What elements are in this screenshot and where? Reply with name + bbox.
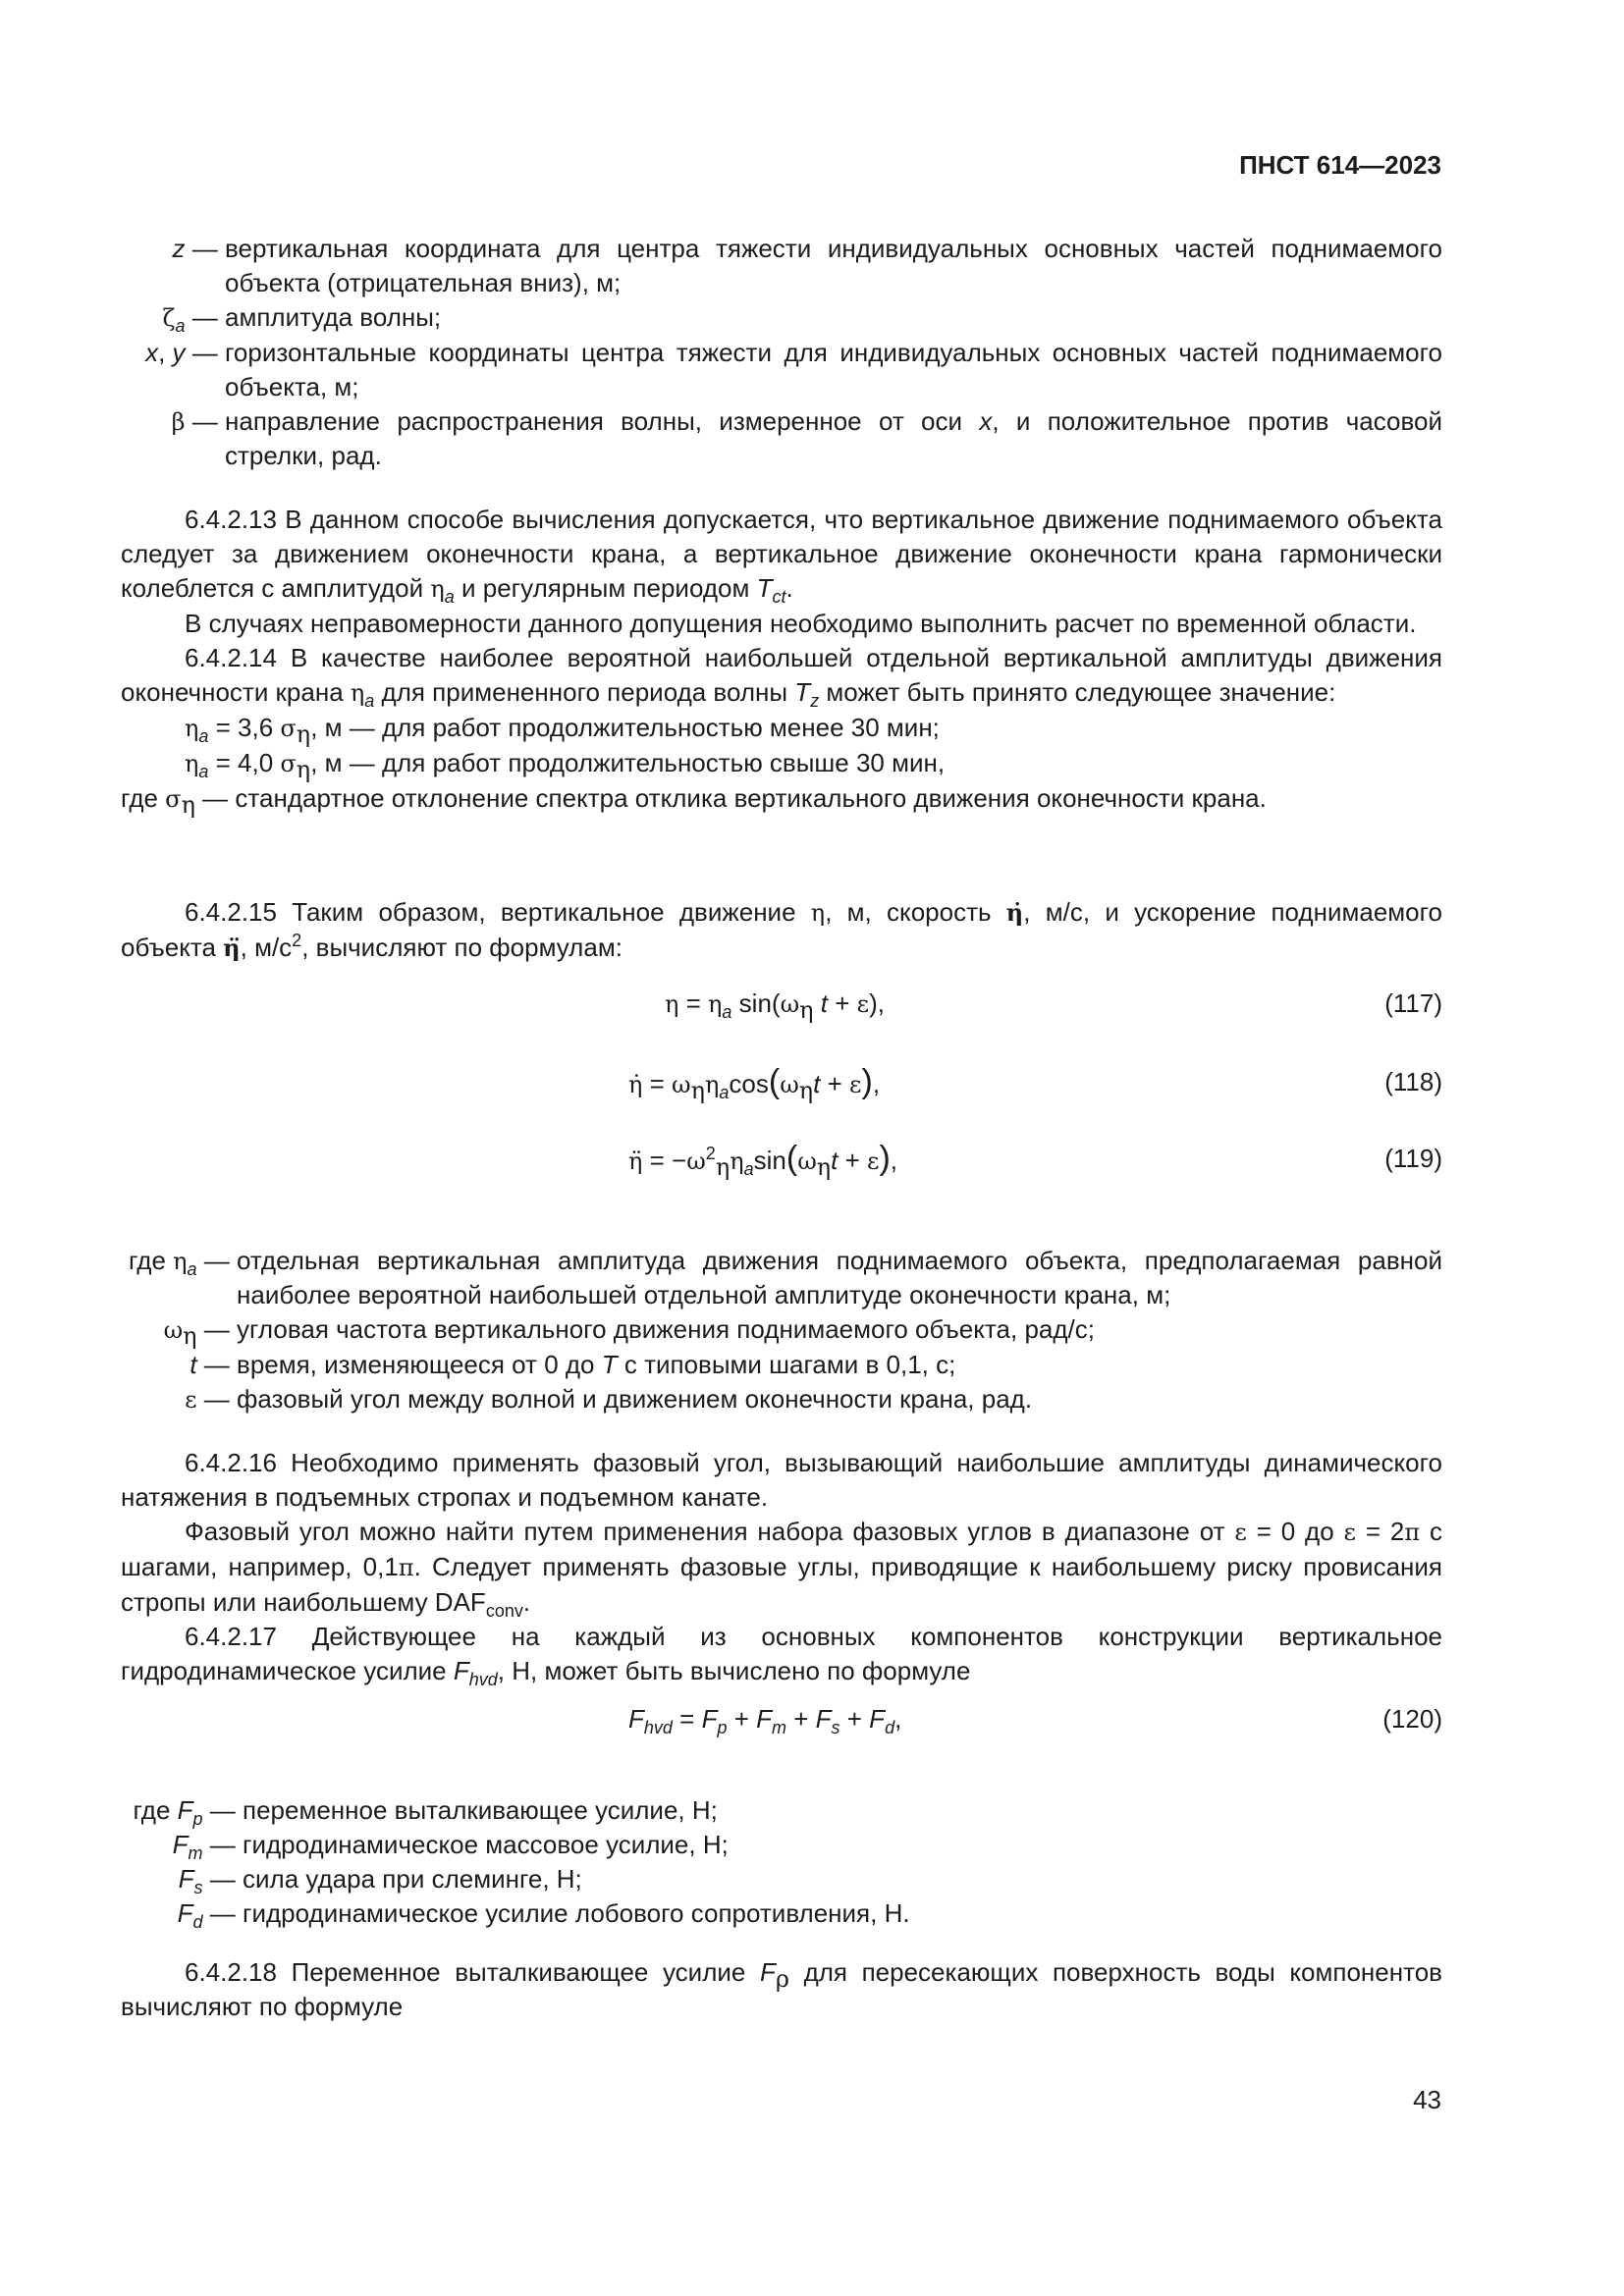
definition-item	[121, 1382, 1442, 1417]
section-6-4-2-16	[121, 1446, 1442, 1688]
eta-value-line: $\eta_a = 4,0$ $\sigma_\eta$, м — для работ продолжительностью свыше 30 мин,	[185, 748, 946, 783]
definition-text: гидродинамическое массовое усилие, Н;	[243, 1830, 729, 1859]
definition-item	[121, 1828, 1442, 1862]
definition-text: отдельная вертикальная амплитуда движения поднимаемого объекта, предполагаемая равной наиболее вероятной наибольшей отдельной амплитуде оконечности крана, м;	[237, 1246, 1442, 1309]
definition-term: β —	[171, 406, 225, 436]
definition-item	[121, 300, 1442, 336]
paragraph: 6.4.2.14 В качестве наиболее вероятной наибольшей отдельной вертикальной амплитуды движения оконечности крана $\eta_a$ для примененного периода волны $T_z$ может быть принято следующее значение:	[121, 643, 1442, 711]
definition-text: амплитуда волны;	[225, 302, 442, 332]
definition-term: t —	[189, 1350, 237, 1379]
definition-term: z —	[172, 234, 225, 263]
definition-text: гидродинамическое усилие лобового сопротивления, Н.	[243, 1898, 910, 1928]
definition-term: $F_d$ —	[177, 1898, 243, 1932]
document-page: ПНСТ 614—2023 z — вертикальная координата для центра тяжести индивидуальных основных частей поднимаемого объекта (отрицательная вниз), м; $\zeta_a$ — амплитуда волны; x, y — горизонтальные координаты центра тяжести для индивидуальных основных частей поднимаемого объекта, м; β — направление распространения волны, измеренное от оси x, и положительное против часовой стрелки, рад. 6.4.2.13 В данном способе вычисления допускается, что вертикальное движение поднимаемого объекта следует за движением оконечности крана, а вертикальное движение оконечности крана гармонически колеблется с амплитудой $\eta_a$ и регулярным периодом $T_{ct}$. В случаях неправомерности данного допущения необходимо выполнить расчет по временной области. 6.4.2.14 В качестве наиболее вероятной наибольшей отдельной вертикальной амплитуды движения оконечности крана $\eta_a$ для примененного периода волны $T_z$ может быть принято следующее значение: $\eta_a = 3,6$ $\sigma_\eta$, м — для работ продолжительностью менее 30 мин; $\eta_a = 4,0$ $\sigma_\eta$, м — для работ продолжительностью свыше 30 мин, где $\sigma_\eta$ — стандартное отклонение спектра отклика вертикального движения оконечности крана. 6.4.2.15 Таким образом, вертикальное движение η, м, скорость η̇, м/с, и ускорение поднимаемого объекта η̈, $м/с^2$, вычисляют по формулам: $\eta = \eta_a$ $\sin(\omega_\eta$ t + ε), (117) η̇ = $\omega_\eta\eta_a\cos(\omega_\eta t + \varepsilon)$, (118) η̈ = $-\omega^2_\eta\eta_a\sin(\omega_\eta t + \varepsilon)$, (119) где $\eta_a$ — отдельная вертикальная амплитуда движения поднимаемого объекта, предполагаемая равной наиболее вероятной наибольшей отдельной амплитуде оконечности крана, м; $\omega_\eta$ — угловая частота вертикального движения поднимаемого объекта, рад/с; t — время, изменяющееся от 0 до T с типовыми шагами в 0,1, с; ε — фазовый угол между волной и движением оконечности крана, рад. 6.4.2.16 Необходимо применять фазовый угол, вызывающий наибольшие амплитуды динамического натяжения в подъемных стропах и подъемном канате. Фазовый угол можно найти путем применения набора фазовых углов в диапазоне от ε = 0 до ε = 2π с шагами, например, 0,1π. Следует применять фазовые углы, приводящие к наибольшему риску провисания стропы или наибольшему $DAF_{conv}$. 6.4.2.17 Действующее на каждый из основных компонентов конструкции вертикальное гидродинамическое усилие $F_{hvd}$, Н, может быть вычислено по формуле $F_{hvd} = F_p + F_m + F_s + F_d$, (120) где $F_p$ — переменное выталкивающее усилие, Н; $F_m$ — гидродинамическое массовое усилие, Н; $F_s$ — сила удара при слеминге, Н; $F_d$ — гидродинамическое усилие лобового сопротивления, Н. 6.4.2.18 Переменное выталкивающее усилие $F_\rho$ для пересекающих поверхность воды компонентов вычисляют по формуле 43	[0, 0, 1624, 2296]
definition-item	[121, 1312, 1442, 1348]
definition-text: сила удара при слеминге, Н;	[243, 1864, 582, 1894]
definitions-list-3	[121, 1793, 1442, 1931]
formula-number: (117)	[1384, 988, 1442, 1018]
definition-text: фазовый угол между волной и движением оконечности крана, рад.	[237, 1384, 1033, 1414]
definition-term: $\omega_\eta$ —	[163, 1314, 237, 1350]
definition-text: угловая частота вертикального движения поднимаемого объекта, рад/с;	[237, 1314, 1095, 1344]
formula-number: (118)	[1384, 1067, 1442, 1096]
definition-item	[121, 1793, 1442, 1828]
definition-item	[121, 1348, 1442, 1382]
definition-term: x, y —	[145, 338, 225, 367]
formula-number: (120)	[1382, 1704, 1442, 1734]
definition-item	[121, 232, 1442, 300]
definition-text: вертикальная координата для центра тяжести индивидуальных основных частей поднимаемого объекта (отрицательная вниз), м;	[225, 234, 1442, 297]
definition-term: где $\eta_a$ —	[128, 1246, 237, 1279]
definition-item	[121, 1896, 1442, 1931]
paragraph: 6.4.2.16 Необходимо применять фазовый угол, вызывающий наибольшие амплитуды динамического натяжения в подъемных стропах и подъемном канате.	[121, 1448, 1442, 1512]
eta-value-line: $\eta_a = 3,6$ $\sigma_\eta$, м — для работ продолжительностью менее 30 мин;	[185, 713, 940, 748]
paragraph: 6.4.2.15 Таким образом, вертикальное движение η, м, скорость η̇, м/с, и ускорение поднимаемого объекта η̈, $м/с^2$, вычисляют по формулам:	[121, 897, 1442, 962]
definition-item	[121, 1244, 1442, 1312]
page-number: 43	[1413, 2085, 1441, 2114]
paragraph: В случаях неправомерности данного допущения необходимо выполнить расчет по временной области.	[185, 609, 1417, 638]
paragraph: Фазовый угол можно найти путем применения набора фазовых углов в диапазоне от ε = 0 до ε = 2π с шагами, например, 0,1π. Следует применять фазовые углы, приводящие к наибольшему риску провисания стропы или наибольшему $DAF_{conv}$.	[121, 1517, 1443, 1621]
definition-item	[121, 336, 1442, 404]
section-6-4-2-13	[121, 503, 1442, 817]
definition-term: $F_s$ —	[178, 1864, 243, 1897]
definition-text: направление распространения волны, измеренное от оси x, и положительное против часовой стрелки, рад.	[225, 406, 1442, 470]
definition-term: $\zeta_a$ —	[162, 302, 225, 336]
formula-number: (119)	[1384, 1144, 1442, 1173]
definition-term: $F_m$ —	[172, 1830, 243, 1863]
paragraph: 6.4.2.17 Действующее на каждый из основных компонентов конструкции вертикальное гидродинамическое усилие $F_{hvd}$, Н, может быть вычислено по формуле	[121, 1622, 1442, 1689]
section-6-4-2-18	[121, 1955, 1442, 2024]
definition-item	[121, 1862, 1442, 1896]
section-6-4-2-15	[121, 895, 1442, 965]
definitions-list-2	[121, 1244, 1442, 1417]
paragraph: 6.4.2.18 Переменное выталкивающее усилие $F_\rho$ для пересекающих поверхность воды компонентов вычисляют по формуле	[121, 1957, 1442, 2021]
definition-text: переменное выталкивающее усилие, Н;	[243, 1795, 718, 1825]
document-header: ПНСТ 614—2023	[1239, 150, 1441, 180]
definition-term: ε —	[185, 1384, 237, 1414]
definitions-list-1	[121, 232, 1442, 473]
eta-where-line: где $\sigma_\eta$ — стандартное отклонение спектра отклика вертикального движения оконечности крана.	[121, 783, 1267, 819]
definition-text: время, изменяющееся от 0 до T с типовыми шагами в 0,1, с;	[237, 1350, 956, 1379]
definition-term: где $F_p$ —	[133, 1795, 243, 1829]
definition-text: горизонтальные координаты центра тяжести для индивидуальных основных частей поднимаемого объекта, м;	[225, 338, 1442, 401]
paragraph: 6.4.2.13 В данном способе вычисления допускается, что вертикальное движение поднимаемого объекта следует за движением оконечности крана, а вертикальное движение оконечности крана гармонически колеблется с амплитудой $\eta_a$ и регулярным периодом $T_{ct}$.	[121, 505, 1442, 607]
definition-item	[121, 404, 1442, 473]
